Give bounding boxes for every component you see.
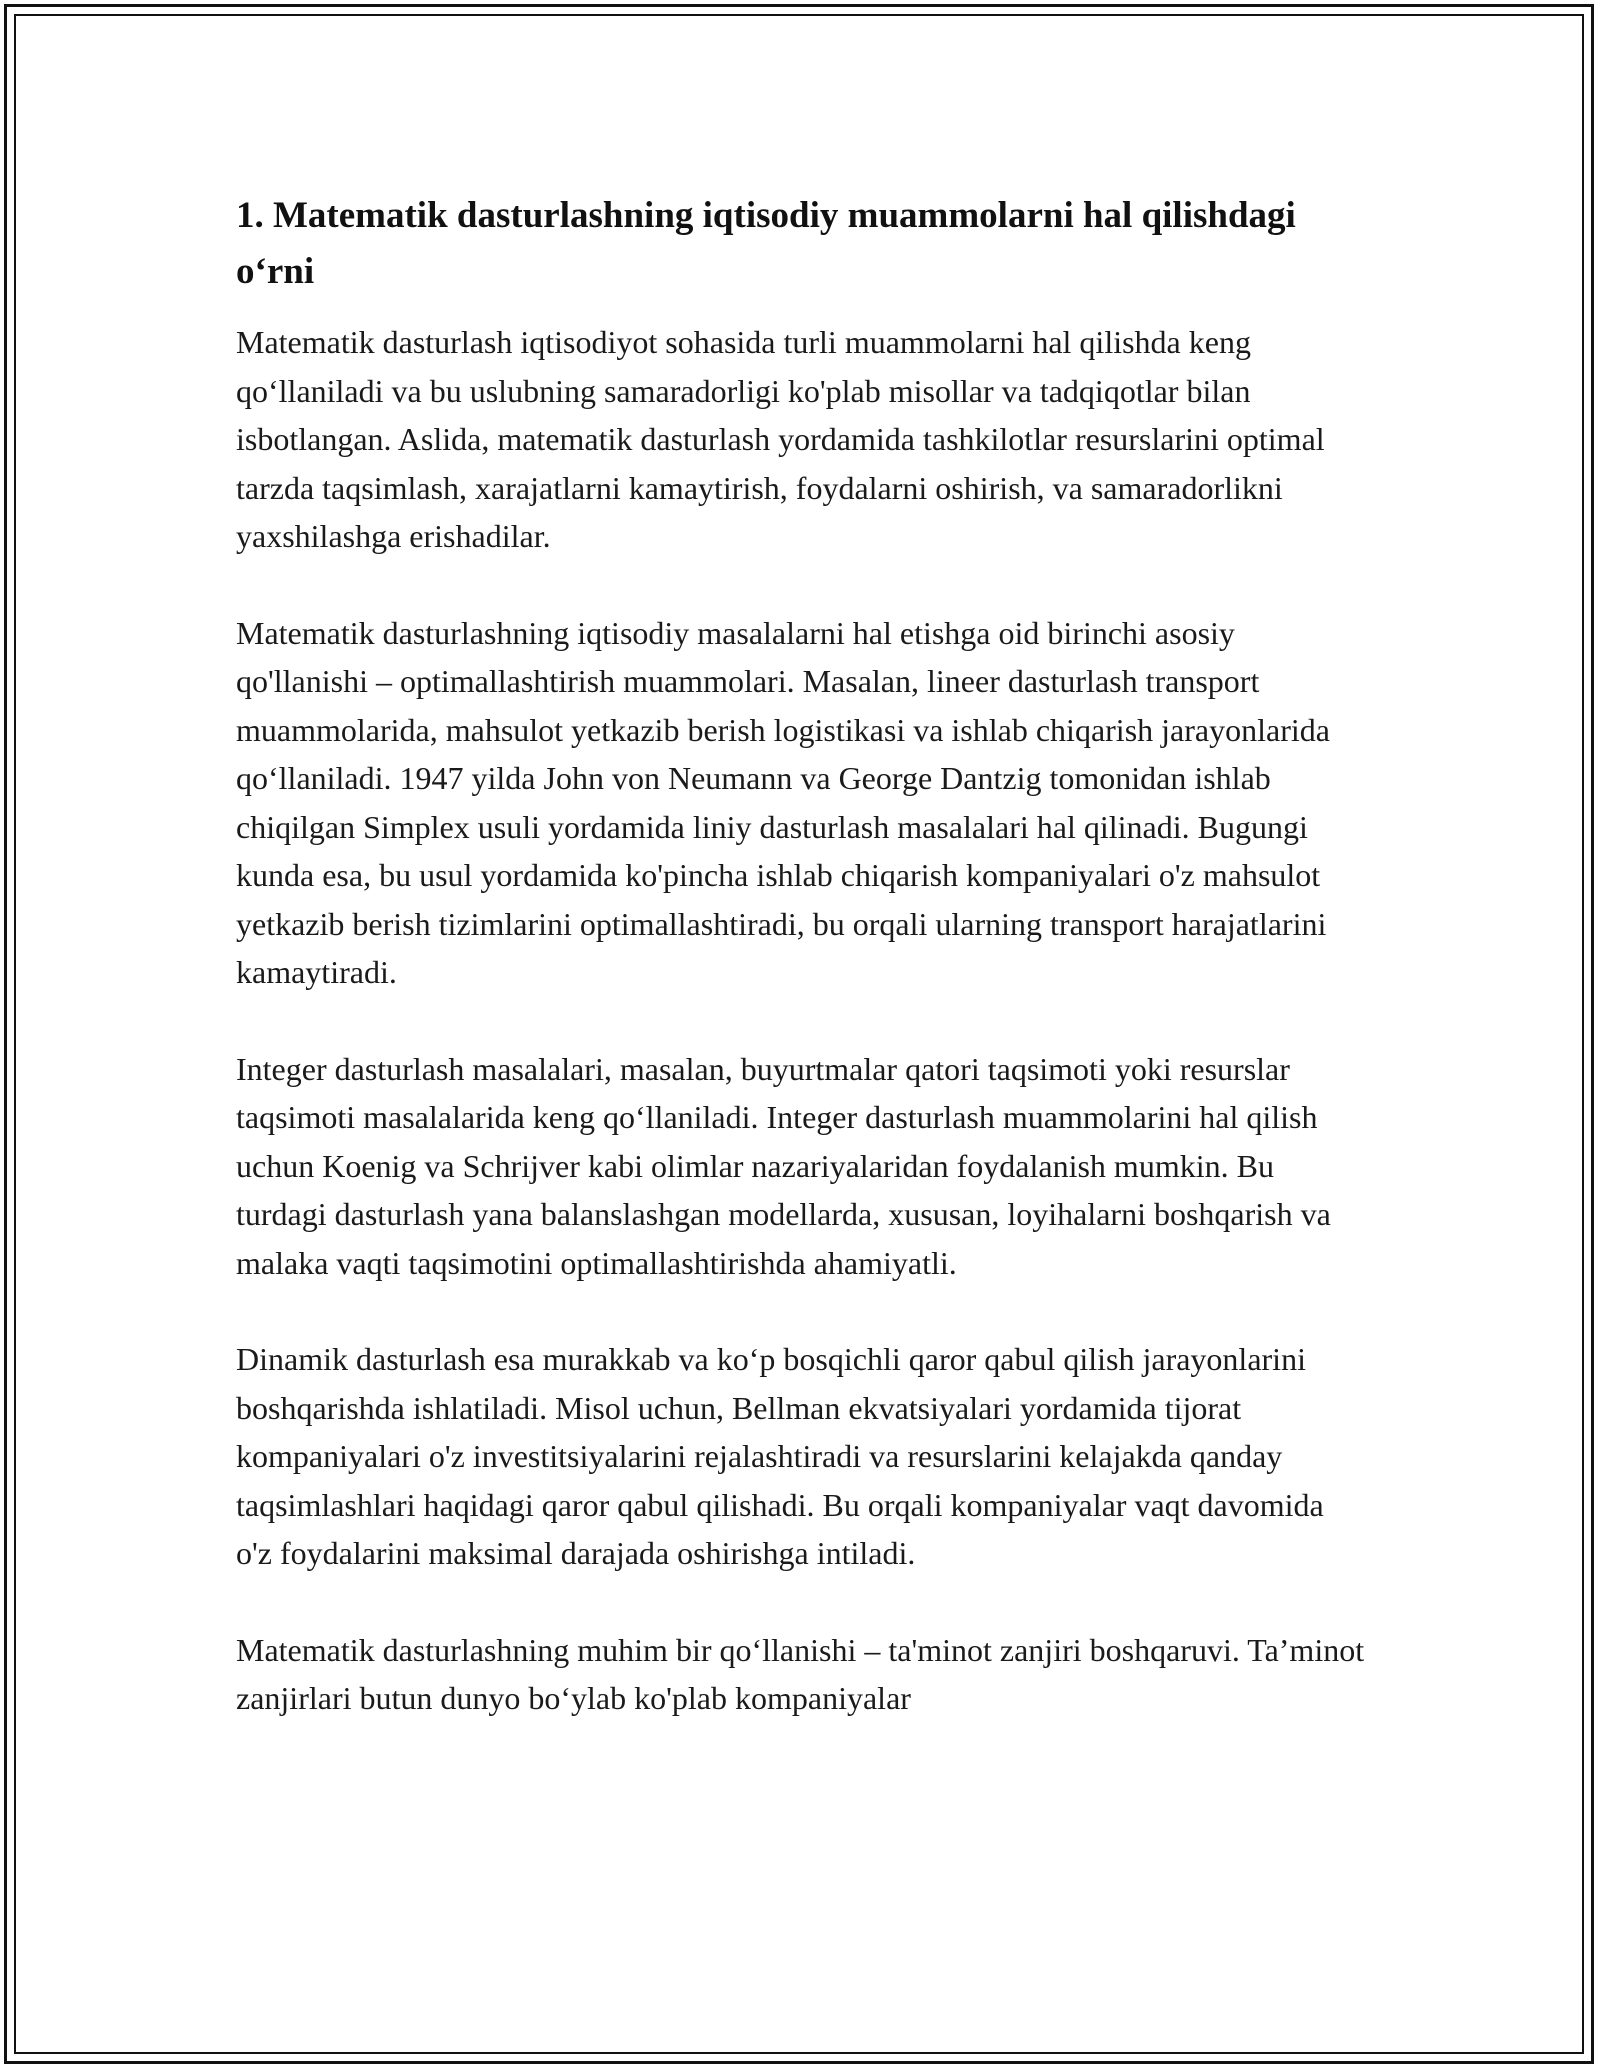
paragraph-4: Dinamik dasturlash esa murakkab va ko‘p bosqichli qaror qabul qilish jarayonlarini boshqarishda ishlatiladi. Misol uchun, Bellman ekvatsiyalari yordamida tijorat kompaniyalari o'z investitsiyalarini rejalashtiradi va resurslarini kelajakda qanday taqsimlashlari haqidagi qaror qabul qilishadi. Bu orqali kompaniyalar vaqt davomida o'z foydalarini maksimal darajada oshirishga intiladi. <box>236 1341 1324 1571</box>
paragraph-1: Matematik dasturlash iqtisodiyot sohasida turli muammolarni hal qilishda keng qo‘llaniladi va bu uslubning samaradorligi ko'plab misollar va tadqiqotlar bilan isbotlangan. Aslida, matematik dasturlash yordamida tashkilotlar resurslarini optimal tarzda taqsimlash, xarajatlarni kamaytirish, foydalarni oshirish, va samaradorlikni yaxshilashga erishadilar. <box>236 324 1325 554</box>
section-heading: 1. Matematik dasturlashning iqtisodiy muammolarni hal qilishdagi o‘rni <box>236 195 1296 292</box>
document-body <box>236 188 1366 1771</box>
paragraph-2: Matematik dasturlashning iqtisodiy masalalarni hal etishga oid birinchi asosiy qo'llanishi – optimallashtirish muammolari. Masalan, lineer dasturlash transport muammolarida, mahsulot yetkazib berish logistikasi va ishlab chiqarish jarayonlarida qo‘llaniladi. 1947 yilda John von Neumann va George Dantzig tomonidan ishlab chiqilgan Simplex usuli yordamida liniy dasturlash masalalari hal qilinadi. Bugungi kunda esa, bu usul yordamida ko'pincha ishlab chiqarish kompaniyalari o'z mahsulot yetkazib berish tizimlarini optimallashtiradi, bu orqali ularning transport harajatlarini kamaytiradi. <box>236 614 1330 990</box>
paragraph-5: Matematik dasturlashning muhim bir qo‘llanishi – ta'minot zanjiri boshqaruvi. Ta’minot zanjirlari butun dunyo bo‘ylab ko'plab kompaniyalar <box>236 1631 1365 1716</box>
paragraph-3: Integer dasturlash masalalari, masalan, buyurtmalar qatori taqsimoti yoki resurslar taqsimoti masalalarida keng qo‘llaniladi. Integer dasturlash muammolarini hal qilish uchun Koenig va Schrijver kabi olimlar nazariyalaridan foydalanish mumkin. Bu turdagi dasturlash yana balanslashgan modellarda, xususan, loyihalarni boshqarish va malaka vaqti taqsimotini optimallashtirishda ahamiyatli. <box>236 1050 1331 1281</box>
